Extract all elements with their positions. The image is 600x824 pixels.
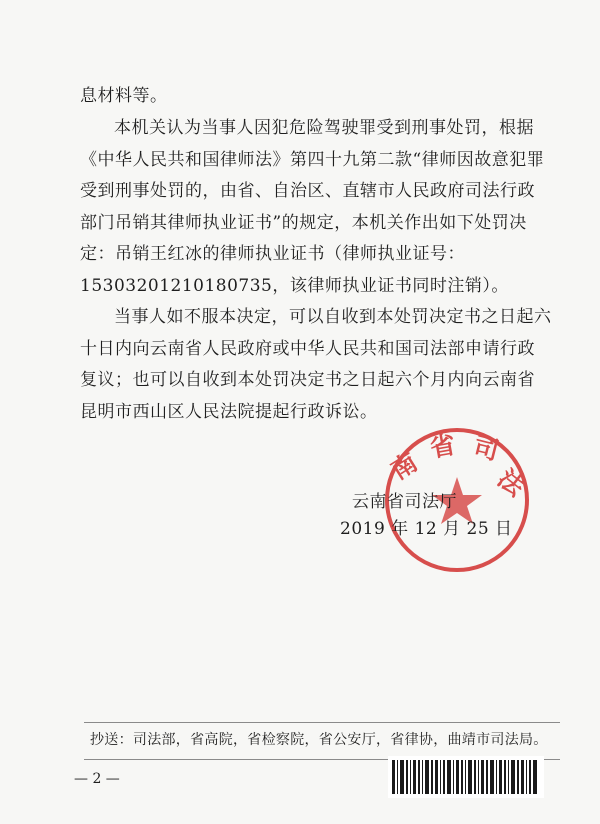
svg-text:南: 南 xyxy=(385,447,423,486)
svg-text:法: 法 xyxy=(492,463,530,502)
svg-text:司: 司 xyxy=(470,431,502,466)
cc-distribution-line: 抄送：司法部，省高院，省检察院，省公安厅，省律协，曲靖市司法局。 xyxy=(84,722,560,760)
issue-date: 2019 年 12 月 25 日 xyxy=(340,519,513,539)
paragraph-appeal-rights: 当事人如不服本决定，可以自收到本处罚决定书之日起六十日内向云南省人民政府或中华人民共和国司法部申请行政复议；也可以自收到本处罚决定书之日起六个月内向云南省昆明市西山区人民法院提起行政诉讼。 xyxy=(80,307,552,422)
paragraph-decision: 本机关认为当事人因犯危险驾驶罪受到刑事处罚，根据《中华人民共和国律师法》第四十九第二款“律师因故意犯罪受到刑事处罚的，由省、自治区、直辖市人民政府司法行政部门吊销其律师执业证书”的规定，本机关作出如下处罚决定：吊销王红冰的律师执业证书（律师执业证号：15303201210180735，该律师执业证书同时注销）。 xyxy=(80,118,545,296)
barcode-image xyxy=(388,756,544,798)
svg-text:省: 省 xyxy=(427,429,458,463)
issuer-name: 云南省司法厅 xyxy=(352,492,457,512)
page-number: — 2 — xyxy=(74,771,120,787)
paragraph-continuation: 息材料等。 xyxy=(80,86,168,106)
